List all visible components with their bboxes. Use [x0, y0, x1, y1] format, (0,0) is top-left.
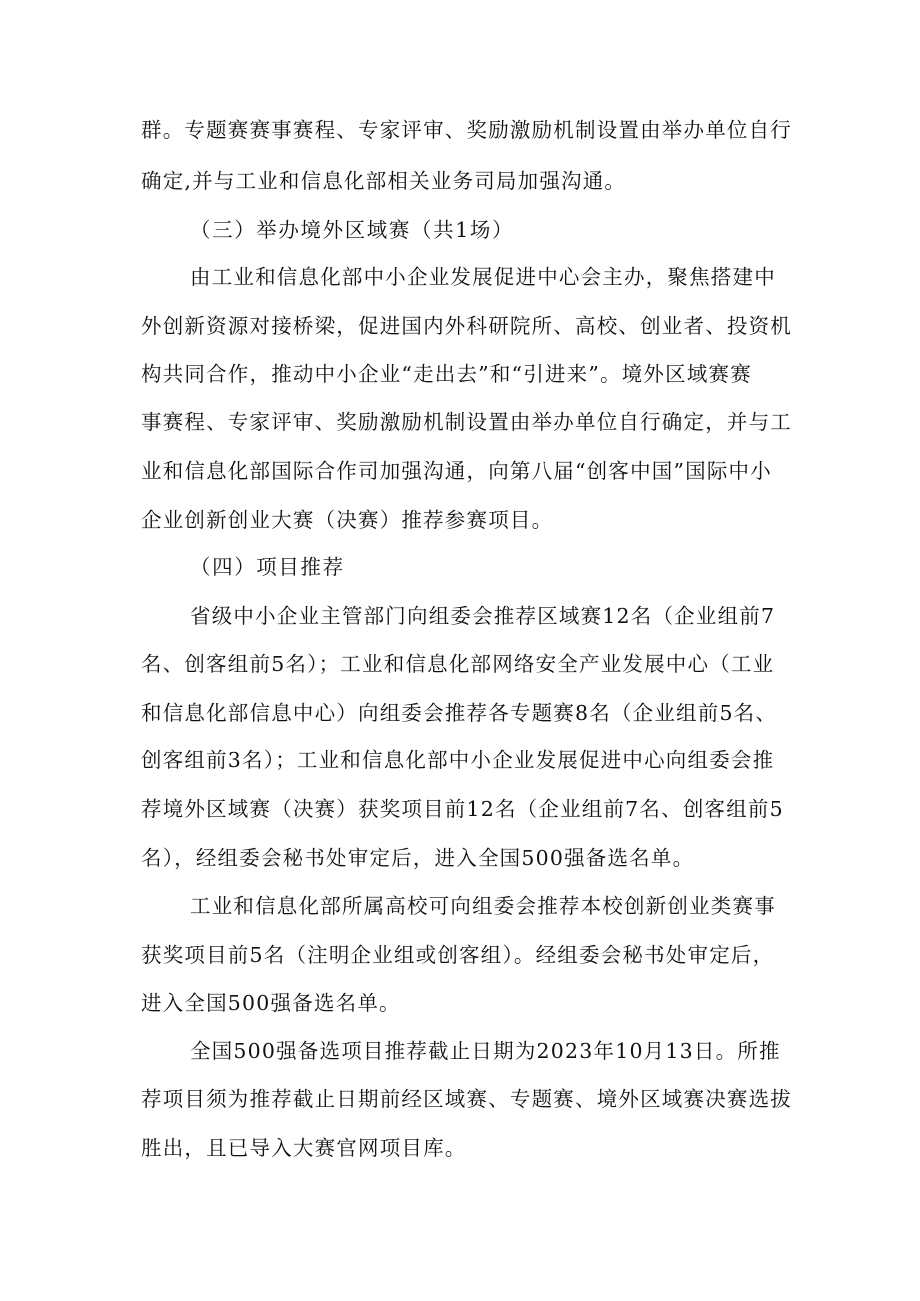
- text-line: 和信息化部信息中心）向组委会推荐各专题赛8名（企业组前5名、: [141, 701, 778, 725]
- text-line: 外创新资源对接桥梁，促进国内外科研院所、高校、创业者、投资机: [141, 314, 792, 338]
- text-line: 由工业和信息化部中小企业发展促进中心会主办，聚焦搭建中: [190, 265, 776, 289]
- text-line: 确定,并与工业和信息化部相关业务司局加强沟通。: [141, 169, 627, 193]
- text-line: 名、创客组前5名）；工业和信息化部网络安全产业发展中心（工业: [141, 652, 775, 676]
- text-line: 进入全国500强备选名单。: [141, 991, 401, 1015]
- text-line: 事赛程、专家评审、奖励激励机制设置由举办单位自行确定，并与工: [141, 410, 792, 434]
- text-line: 名），经组委会秘书处审定后，进入全国500强备选名单。: [141, 846, 695, 870]
- text-line: 业和信息化部国际合作司加强沟通，向第八届“创客中国”国际中小: [141, 459, 772, 483]
- text-line: 胜出，且已导入大赛官网项目库。: [141, 1136, 467, 1160]
- text-line: 构共同合作，推动中小企业“走出去”和“引进来”。境外区域赛赛: [141, 362, 752, 386]
- section-heading: （三）举办境外区域赛（共1场）: [190, 218, 515, 242]
- text-line: 全国500强备选项目推荐截止日期为2023年10月13日。所推: [190, 1039, 781, 1063]
- section-heading: （四）项目推荐: [190, 555, 345, 579]
- text-line: 荐项目须为推荐截止日期前经区域赛、专题赛、境外区域赛决赛选拔: [141, 1087, 792, 1111]
- text-line: 获奖项目前5名（注明企业组或创客组）。经组委会秘书处审定后，: [141, 943, 775, 967]
- text-line: 省级中小企业主管部门向组委会推荐区域赛12名（企业组前7: [190, 604, 776, 628]
- text-line: 创客组前3名）；工业和信息化部中小企业发展促进中心向组委会推: [141, 748, 775, 772]
- text-line: 工业和信息化部所属高校可向组委会推荐本校创新创业类赛事: [190, 894, 776, 918]
- text-line: 荐境外区域赛（决赛）获奖项目前12名（企业组前7名、创客组前5: [141, 797, 784, 821]
- text-line: 群。专题赛赛事赛程、专家评审、奖励激励机制设置由举办单位自行: [141, 118, 792, 142]
- text-line: 企业创新创业大赛（决赛）推荐参赛项目。: [141, 508, 554, 532]
